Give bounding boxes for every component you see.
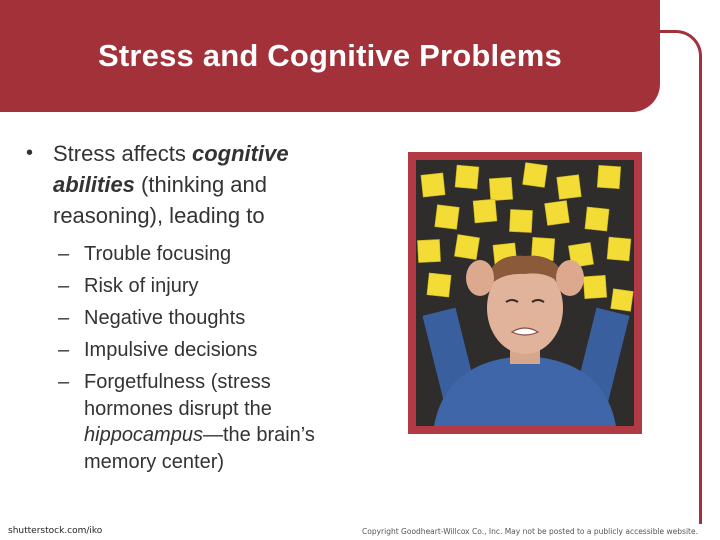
- intro-text: Stress affects: [53, 141, 192, 166]
- stressed-man-photo: [408, 152, 642, 434]
- sub-list: [26, 241, 346, 475]
- sub-item-label: Risk of injury: [84, 275, 199, 297]
- main-bullet: [26, 138, 346, 231]
- dash-marker: –: [58, 243, 70, 265]
- sub-item-forgetfulness: [58, 369, 346, 475]
- bullet-marker: •: [26, 142, 34, 164]
- intro-emphasis: cognitive abilities: [53, 141, 289, 197]
- sub-item-label-end: —the brain’s memory center): [84, 424, 315, 473]
- sub-item-label: Negative thoughts: [84, 307, 246, 329]
- sub-item: [58, 305, 346, 332]
- intro-text-end: (thinking and reasoning), leading to: [53, 172, 268, 228]
- dash-marker: –: [58, 371, 70, 393]
- dash-marker: –: [58, 275, 70, 297]
- slide-title: Stress and Cognitive Problems: [97, 38, 563, 73]
- photo-illustration: [416, 160, 634, 426]
- hippocampus-emphasis: hippocampus: [84, 424, 203, 446]
- copyright-notice: Copyright Goodheart-Willcox Co., Inc. May not be posted to a publicly accessible website.: [362, 527, 698, 536]
- sub-item: [58, 273, 346, 300]
- sub-item: [58, 241, 346, 268]
- bullet-list: [26, 138, 346, 481]
- right-edge-rule: [699, 140, 702, 524]
- sub-item: [58, 337, 346, 364]
- sub-item-label: Forgetfulness (stress hormones disrupt the: [84, 371, 272, 420]
- sub-item-label: Impulsive decisions: [84, 339, 258, 361]
- dash-marker: –: [58, 307, 70, 329]
- dash-marker: –: [58, 339, 70, 361]
- photo-credit: shutterstock.com/iko: [8, 526, 103, 536]
- sub-item-label: Trouble focusing: [84, 243, 232, 265]
